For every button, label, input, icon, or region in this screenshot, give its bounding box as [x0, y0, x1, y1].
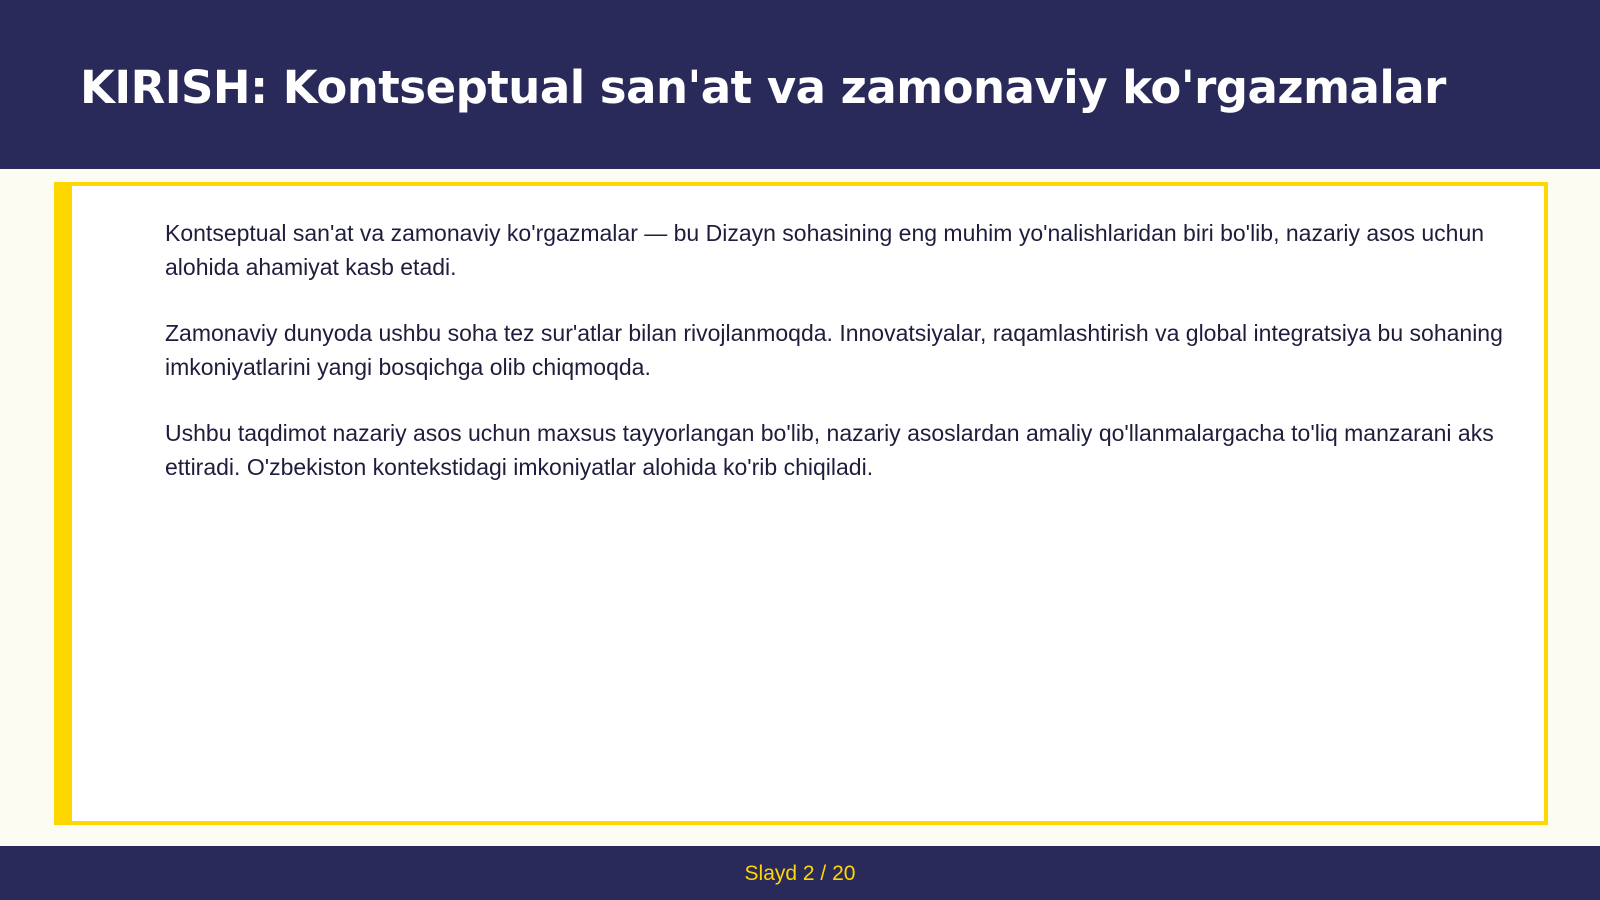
- paragraph-1: Kontseptual san'at va zamonaviy ko'rgazmalar — bu Dizayn sohasining eng muhim yo'nalishlaridan biri bo'lib, nazariy asos uchun alohida ahamiyat kasb etadi.: [165, 220, 1485, 280]
- content-card: [54, 182, 1548, 825]
- slide-footer: [0, 846, 1600, 900]
- paragraph-3: Ushbu taqdimot nazariy asos uchun maxsus tayyorlangan bo'lib, nazariy asoslardan amaliy qo'llanmalargacha to'liq manzarani aks ettiradi. O'zbekiston kontekstidagi imkoniyatlar alohida ko'rib chiqiladi.: [165, 420, 1494, 480]
- content-body: [165, 216, 1535, 516]
- paragraph-2: Zamonaviy dunyoda ushbu soha tez sur'atlar bilan rivojlanmoqda. Innovatsiyalar, raqamlashtirish va global integratsiya bu sohaning imkoniyatlarini yangi bosqichga olib chiqmoqda.: [165, 320, 1503, 380]
- slide-header: [0, 0, 1600, 169]
- slide-title: KIRISH: Kontseptual san'at va zamonaviy ko'rgazmalar: [80, 61, 1446, 114]
- slide-number: Slayd 2 / 20: [744, 862, 856, 885]
